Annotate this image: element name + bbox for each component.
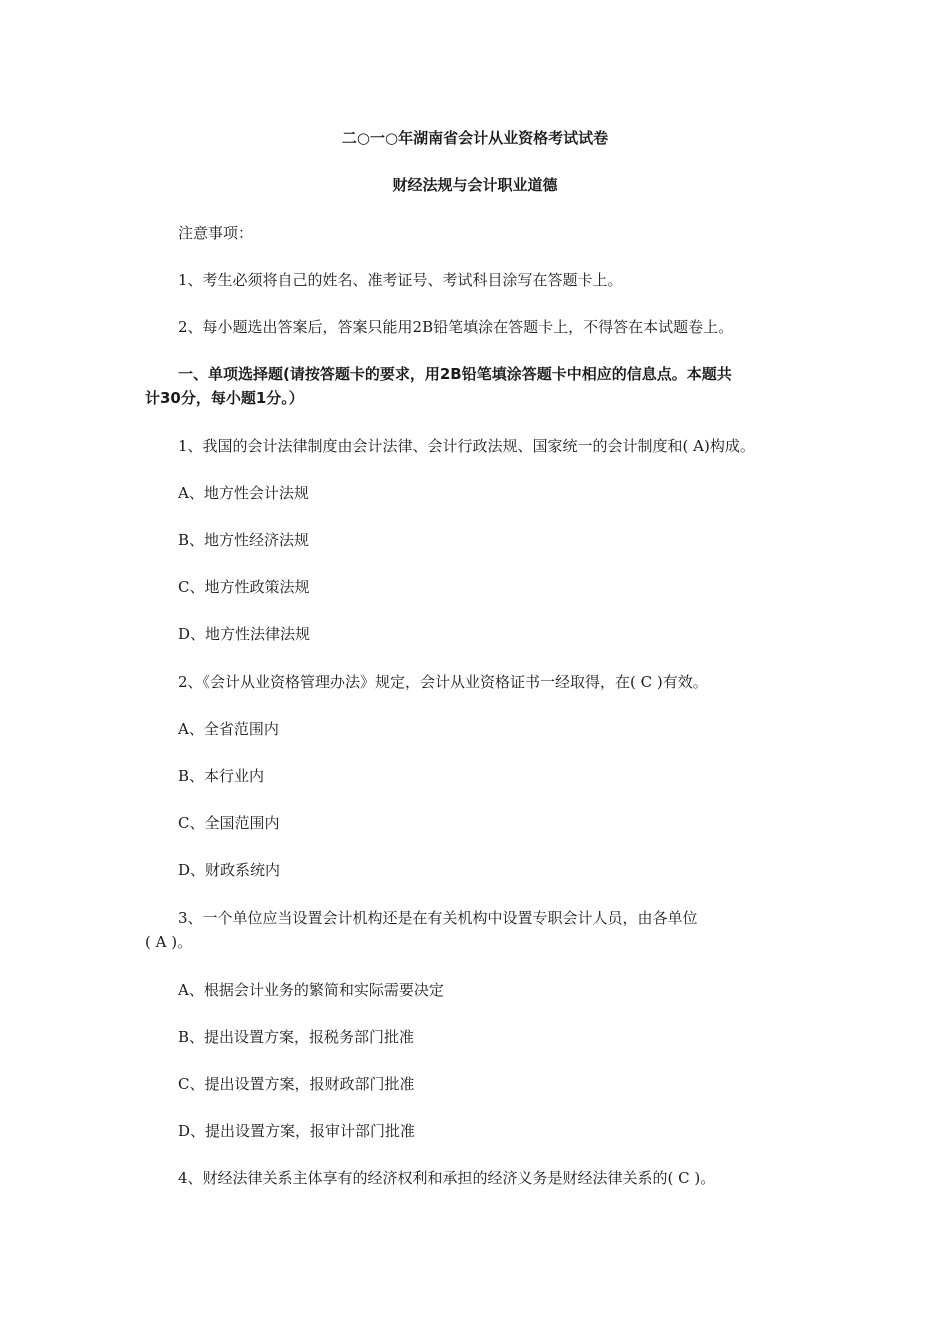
question-1-option-d: D、地方性法律法规 (178, 625, 311, 643)
question-2-option-b: B、本行业内 (178, 767, 265, 785)
question-2-option-a: A、全省范围内 (178, 720, 279, 738)
notes-heading: 注意事项： (178, 224, 254, 242)
question-2-option-c: C、全国范围内 (178, 814, 280, 832)
question-1-option-b: B、地方性经济法规 (178, 531, 310, 549)
question-2-stem: 2、《会计从业资格管理办法》规定，会计从业资格证书一经取得，在( C )有效。 (178, 673, 708, 691)
question-3-option-c: C、提出设置方案，报财政部门批准 (178, 1075, 415, 1093)
question-3-stem: 3、一个单位应当设置会计机构还是在有关机构中设置专职会计人员，由各单位 (178, 909, 698, 927)
question-1-option-a: A、地方性会计法规 (178, 484, 309, 502)
question-4-stem: 4、财经法律关系主体享有的经济权利和承担的经济义务是财经法律关系的( C )。 (178, 1169, 716, 1187)
question-3-option-b: B、提出设置方案，报税务部门批准 (178, 1028, 415, 1046)
question-1-stem: 1、我国的会计法律制度由会计法律、会计行政法规、国家统一的会计制度和( A)构成。 (178, 437, 755, 455)
section-heading: 一、单项选择题(请按答题卡的要求，用2B铅笔填涂答题卡中相应的信息点。本题共 (178, 365, 732, 383)
question-2-option-d: D、财政系统内 (178, 861, 281, 879)
document-title: 二○一○年湖南省会计从业资格考试试卷 (341, 129, 609, 147)
question-3-option-d: D、提出设置方案，报审计部门批准 (178, 1122, 416, 1140)
section-heading-continued: 计30分，每小题1分。） (145, 389, 304, 407)
document-subtitle: 财经法规与会计职业道德 (392, 176, 558, 194)
question-3-stem-continued: ( A )。 (145, 933, 193, 951)
question-3-option-a: A、根据会计业务的繁简和实际需要决定 (178, 981, 444, 999)
question-1-option-c: C、地方性政策法规 (178, 578, 310, 596)
note-item: 2、每小题选出答案后，答案只能用2B铅笔填涂在答题卡上，不得答在本试题卷上。 (178, 318, 734, 336)
note-item: 1、考生必须将自己的姓名、准考证号、考试科目涂写在答题卡上。 (178, 271, 623, 289)
